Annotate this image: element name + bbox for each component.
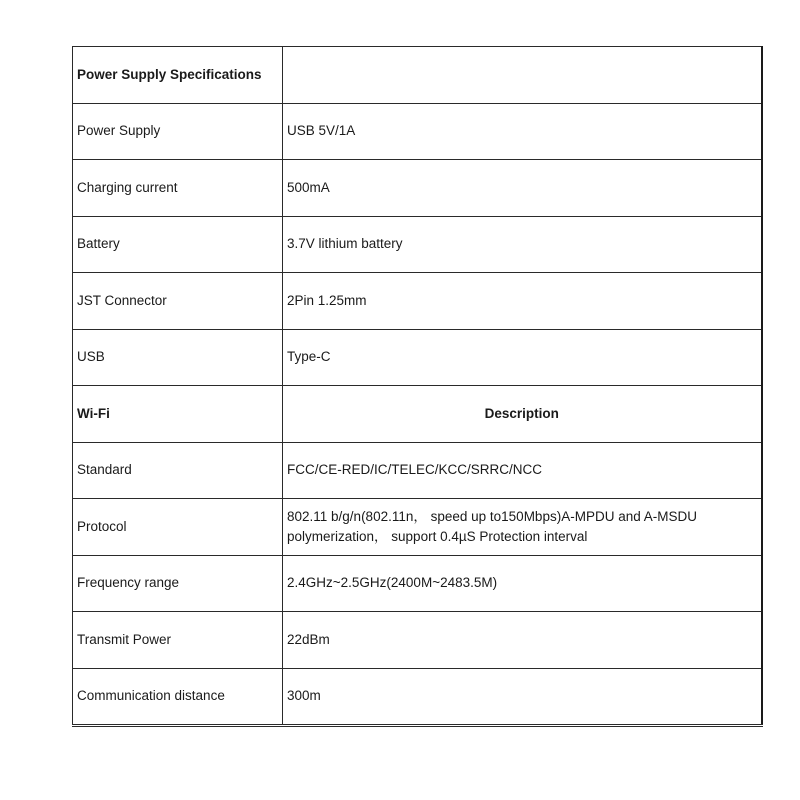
section-title: Wi-Fi bbox=[73, 386, 283, 443]
row-label: Standard bbox=[73, 442, 283, 499]
row-value: USB 5V/1A bbox=[283, 103, 762, 160]
table-row bbox=[73, 329, 762, 386]
table-row bbox=[73, 555, 762, 612]
row-value: Type-C bbox=[283, 329, 762, 386]
table-row bbox=[73, 668, 762, 726]
row-value: 500mA bbox=[283, 160, 762, 217]
section-title: Power Supply Specifications bbox=[73, 47, 283, 104]
row-value: 2Pin 1.25mm bbox=[283, 273, 762, 330]
row-label: JST Connector bbox=[73, 273, 283, 330]
row-value: FCC/CE-RED/IC/TELEC/KCC/SRRC/NCC bbox=[283, 442, 762, 499]
table-row bbox=[73, 273, 762, 330]
row-value: 300m bbox=[283, 668, 762, 726]
column-header: Description bbox=[283, 386, 762, 443]
row-label: USB bbox=[73, 329, 283, 386]
table-row bbox=[73, 216, 762, 273]
section-header-row bbox=[73, 47, 762, 104]
row-label: Transmit Power bbox=[73, 612, 283, 669]
row-label: Battery bbox=[73, 216, 283, 273]
row-value: 22dBm bbox=[283, 612, 762, 669]
table-row bbox=[73, 103, 762, 160]
row-value: 2.4GHz~2.5GHz(2400M~2483.5M) bbox=[283, 555, 762, 612]
table-row bbox=[73, 442, 762, 499]
table-row bbox=[73, 612, 762, 669]
row-label: Protocol bbox=[73, 499, 283, 556]
row-label: Frequency range bbox=[73, 555, 283, 612]
row-value: 3.7V lithium battery bbox=[283, 216, 762, 273]
spec-table bbox=[72, 46, 763, 727]
row-label: Charging current bbox=[73, 160, 283, 217]
section-header-row bbox=[73, 386, 762, 443]
row-label: Power Supply bbox=[73, 103, 283, 160]
table-row bbox=[73, 499, 762, 556]
row-value: 802.11 b/g/n(802.11n， speed up to150Mbps)A-MPDU and A-MSDU polymerization， support 0.4µS Protection interval bbox=[283, 499, 762, 556]
row-label: Communication distance bbox=[73, 668, 283, 726]
empty-cell bbox=[283, 47, 762, 104]
table-row bbox=[73, 160, 762, 217]
